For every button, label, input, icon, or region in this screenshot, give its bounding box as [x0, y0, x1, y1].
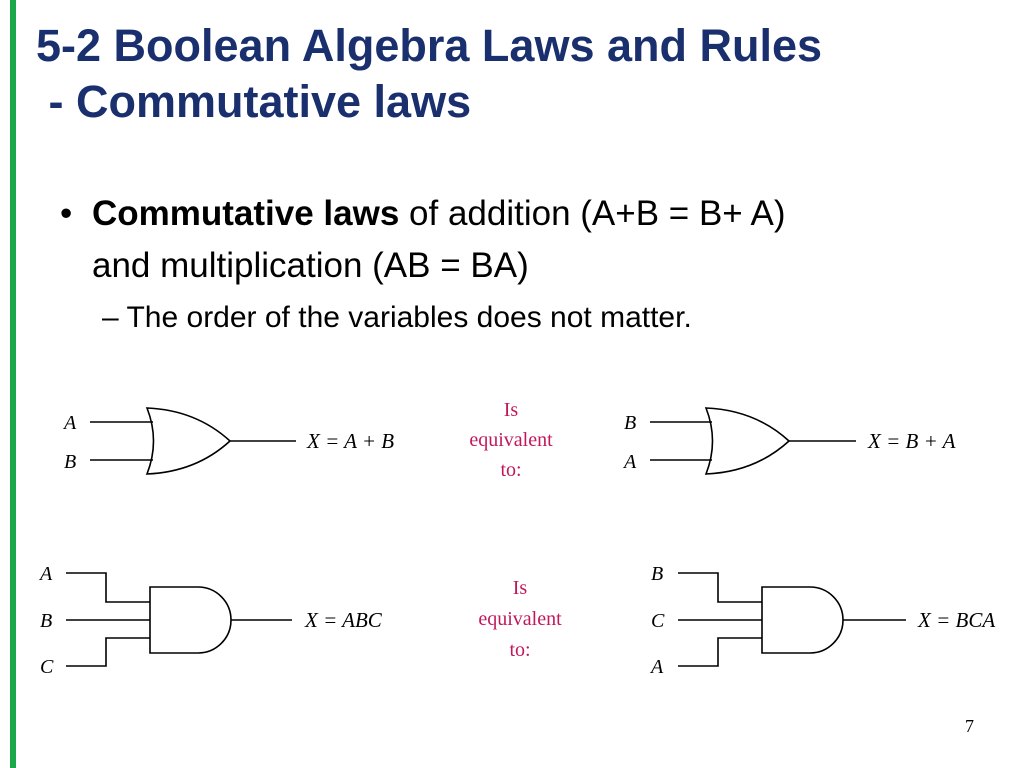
and1-input-a: A	[40, 563, 53, 585]
or2-output: X = B + A	[868, 429, 956, 453]
bullet-text-1: of addition (A+B = B+ A)	[399, 194, 786, 233]
bullet-dot-icon: •	[60, 194, 73, 233]
bullet-bold-term: Commutative laws	[92, 194, 400, 233]
and-gate-1	[66, 573, 292, 666]
or-gate-1	[90, 408, 296, 474]
equiv2-line2: equivalent	[478, 608, 562, 630]
and-gate-2	[678, 573, 906, 666]
bullet-list	[60, 188, 990, 338]
and2-input-c: C	[651, 610, 665, 632]
title-line-1: 5-2 Boolean Algebra Laws and Rules	[36, 20, 823, 71]
title-line-2: - Commutative laws	[36, 76, 472, 127]
and2-output: X = BCA	[918, 608, 996, 632]
equiv1-line1: Is	[503, 399, 519, 421]
page-number: 7	[965, 716, 974, 736]
and1-input-c: C	[40, 656, 54, 678]
logic-gate-diagram	[0, 380, 1024, 700]
or2-input-a: A	[624, 451, 637, 473]
equiv2-line1: Is	[512, 577, 528, 599]
or2-input-b: B	[624, 412, 637, 434]
or1-output: X = A + B	[307, 429, 395, 453]
and2-input-b: B	[651, 563, 664, 585]
sub-bullet: – The order of the variables does not matter.	[102, 301, 692, 334]
or-gate-2	[650, 408, 856, 474]
equiv1-line3: to:	[500, 459, 522, 481]
and1-output: X = ABC	[305, 608, 382, 632]
equiv2-line3: to:	[509, 639, 531, 661]
and2-input-a: A	[651, 656, 664, 678]
and1-input-b: B	[40, 610, 53, 632]
bullet-text-2: and multiplication (AB = BA)	[92, 246, 529, 285]
equiv1-line2: equivalent	[469, 429, 553, 451]
or1-input-b: B	[64, 451, 77, 473]
slide-title	[36, 18, 822, 130]
or1-input-a: A	[64, 412, 77, 434]
bullet-commutative	[60, 188, 990, 292]
